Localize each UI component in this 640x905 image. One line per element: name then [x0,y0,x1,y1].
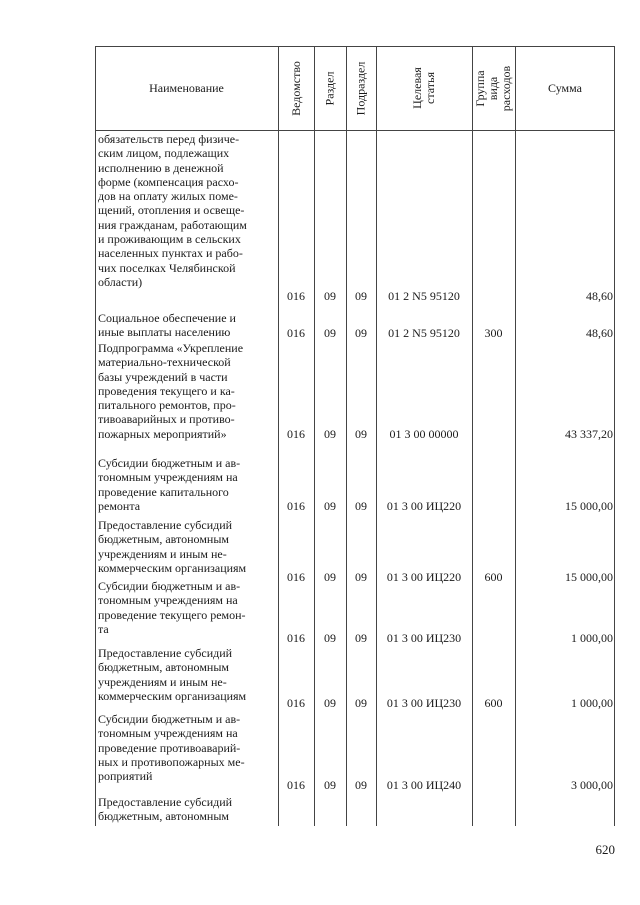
row-name: Субсидии бюджетным и ав- тономным учреждениям на проведение текущего ремон- та [98,579,246,636]
row-razdel: 09 [324,778,336,792]
row-podrazdel: 09 [355,326,367,340]
row-razdel: 09 [324,570,336,584]
row-vedomstvo: 016 [287,696,305,710]
page-number: 620 [595,842,615,857]
row-celevaya: 01 3 00 ИЦ220 [386,499,462,513]
row-razdel: 09 [324,631,336,645]
row-name: Предоставление субсидий бюджетным, автономным учреждениям и иным не- коммерческим организациям [98,518,247,575]
row-razdel: 09 [324,326,336,340]
row-name: обязательств перед физиче- ским лицом, подлежащих исполнению в денежной форме (компенсация расхо- дов на оплату жилых поме- щений, отопления и освеще- ния гражданам, работающим и проживающим в сельских населенных пунктах и рабо- чих поселках Челябинской области) [98,132,247,289]
column-header-vedomstvo [278,46,314,130]
column-header-podrazdel-label: Подраздел [353,61,368,115]
row-razdel: 09 [324,696,336,710]
row-celevaya: 01 2 N5 95120 [388,289,460,303]
row-summa: 15 000,00 [565,499,613,513]
row-name: Предоставление субсидий бюджетным, автономным учреждениям и иным не- коммерческим организациям [98,646,247,703]
row-celevaya: 01 3 00 ИЦ230 [386,631,462,645]
row-razdel: 09 [324,289,336,303]
column-header-razdel [314,46,346,130]
row-celevaya: 01 3 00 00000 [389,427,459,441]
column-header-razdel-label: Раздел [322,71,337,105]
row-summa: 1 000,00 [571,631,613,645]
row-vedomstvo: 016 [287,289,305,303]
column-header-name: Наименование [149,80,224,95]
row-gruppa: 600 [484,696,503,710]
column-header-gruppa [472,46,515,130]
budget-table [95,46,615,826]
row-vedomstvo: 016 [287,570,305,584]
header-divider [95,130,615,131]
row-celevaya: 01 3 00 ИЦ220 [386,570,462,584]
row-summa: 15 000,00 [565,570,613,584]
row-razdel: 09 [324,499,336,513]
row-podrazdel: 09 [355,696,367,710]
row-celevaya: 01 3 00 ИЦ240 [386,778,462,792]
row-summa: 48,60 [586,289,613,303]
row-vedomstvo: 016 [287,427,305,441]
column-header-celevaya [376,46,472,130]
row-summa: 1 000,00 [571,696,613,710]
row-podrazdel: 09 [355,631,367,645]
row-celevaya: 01 3 00 ИЦ230 [386,696,462,710]
table-border-right [614,46,615,826]
row-name: Предоставление субсидий бюджетным, автономным [98,795,233,824]
row-name: Субсидии бюджетным и ав- тономным учреждениям на проведение капитального ремонта [98,456,241,513]
row-name: Субсидии бюджетным и ав- тономным учреждениям на проведение противоаварий- ных и противопожарных ме- роприятий [98,712,245,784]
row-summa: 3 000,00 [571,778,613,792]
column-header-vedomstvo-label: Ведомство [288,60,303,116]
row-vedomstvo: 016 [287,326,305,340]
row-vedomstvo: 016 [287,631,305,645]
row-razdel: 09 [324,427,336,441]
table-border-left [95,46,96,826]
row-gruppa: 300 [484,326,503,340]
row-podrazdel: 09 [355,427,367,441]
row-celevaya: 01 2 N5 95120 [388,326,460,340]
row-podrazdel: 09 [355,289,367,303]
row-podrazdel: 09 [355,499,367,513]
row-podrazdel: 09 [355,570,367,584]
column-header-celevaya-label: Целевая статья [409,67,437,109]
row-name: Подпрограмма «Укрепление материально-технической базы учреждений в части проведения текущего и ка- питального ремонтов, про- тивоаварийных и противо- пожарных мероприятий» [98,341,244,441]
row-vedomstvo: 016 [287,778,305,792]
column-header-gruppa-label: Группа вида расходов [473,65,513,111]
column-header-summa: Сумма [548,80,582,95]
column-header-podrazdel [346,46,376,130]
row-summa: 48,60 [586,326,613,340]
row-gruppa: 600 [484,570,503,584]
row-vedomstvo: 016 [287,499,305,513]
row-name: Социальное обеспечение и иные выплаты населению [98,311,236,340]
row-summa: 43 337,20 [565,427,613,441]
row-podrazdel: 09 [355,778,367,792]
